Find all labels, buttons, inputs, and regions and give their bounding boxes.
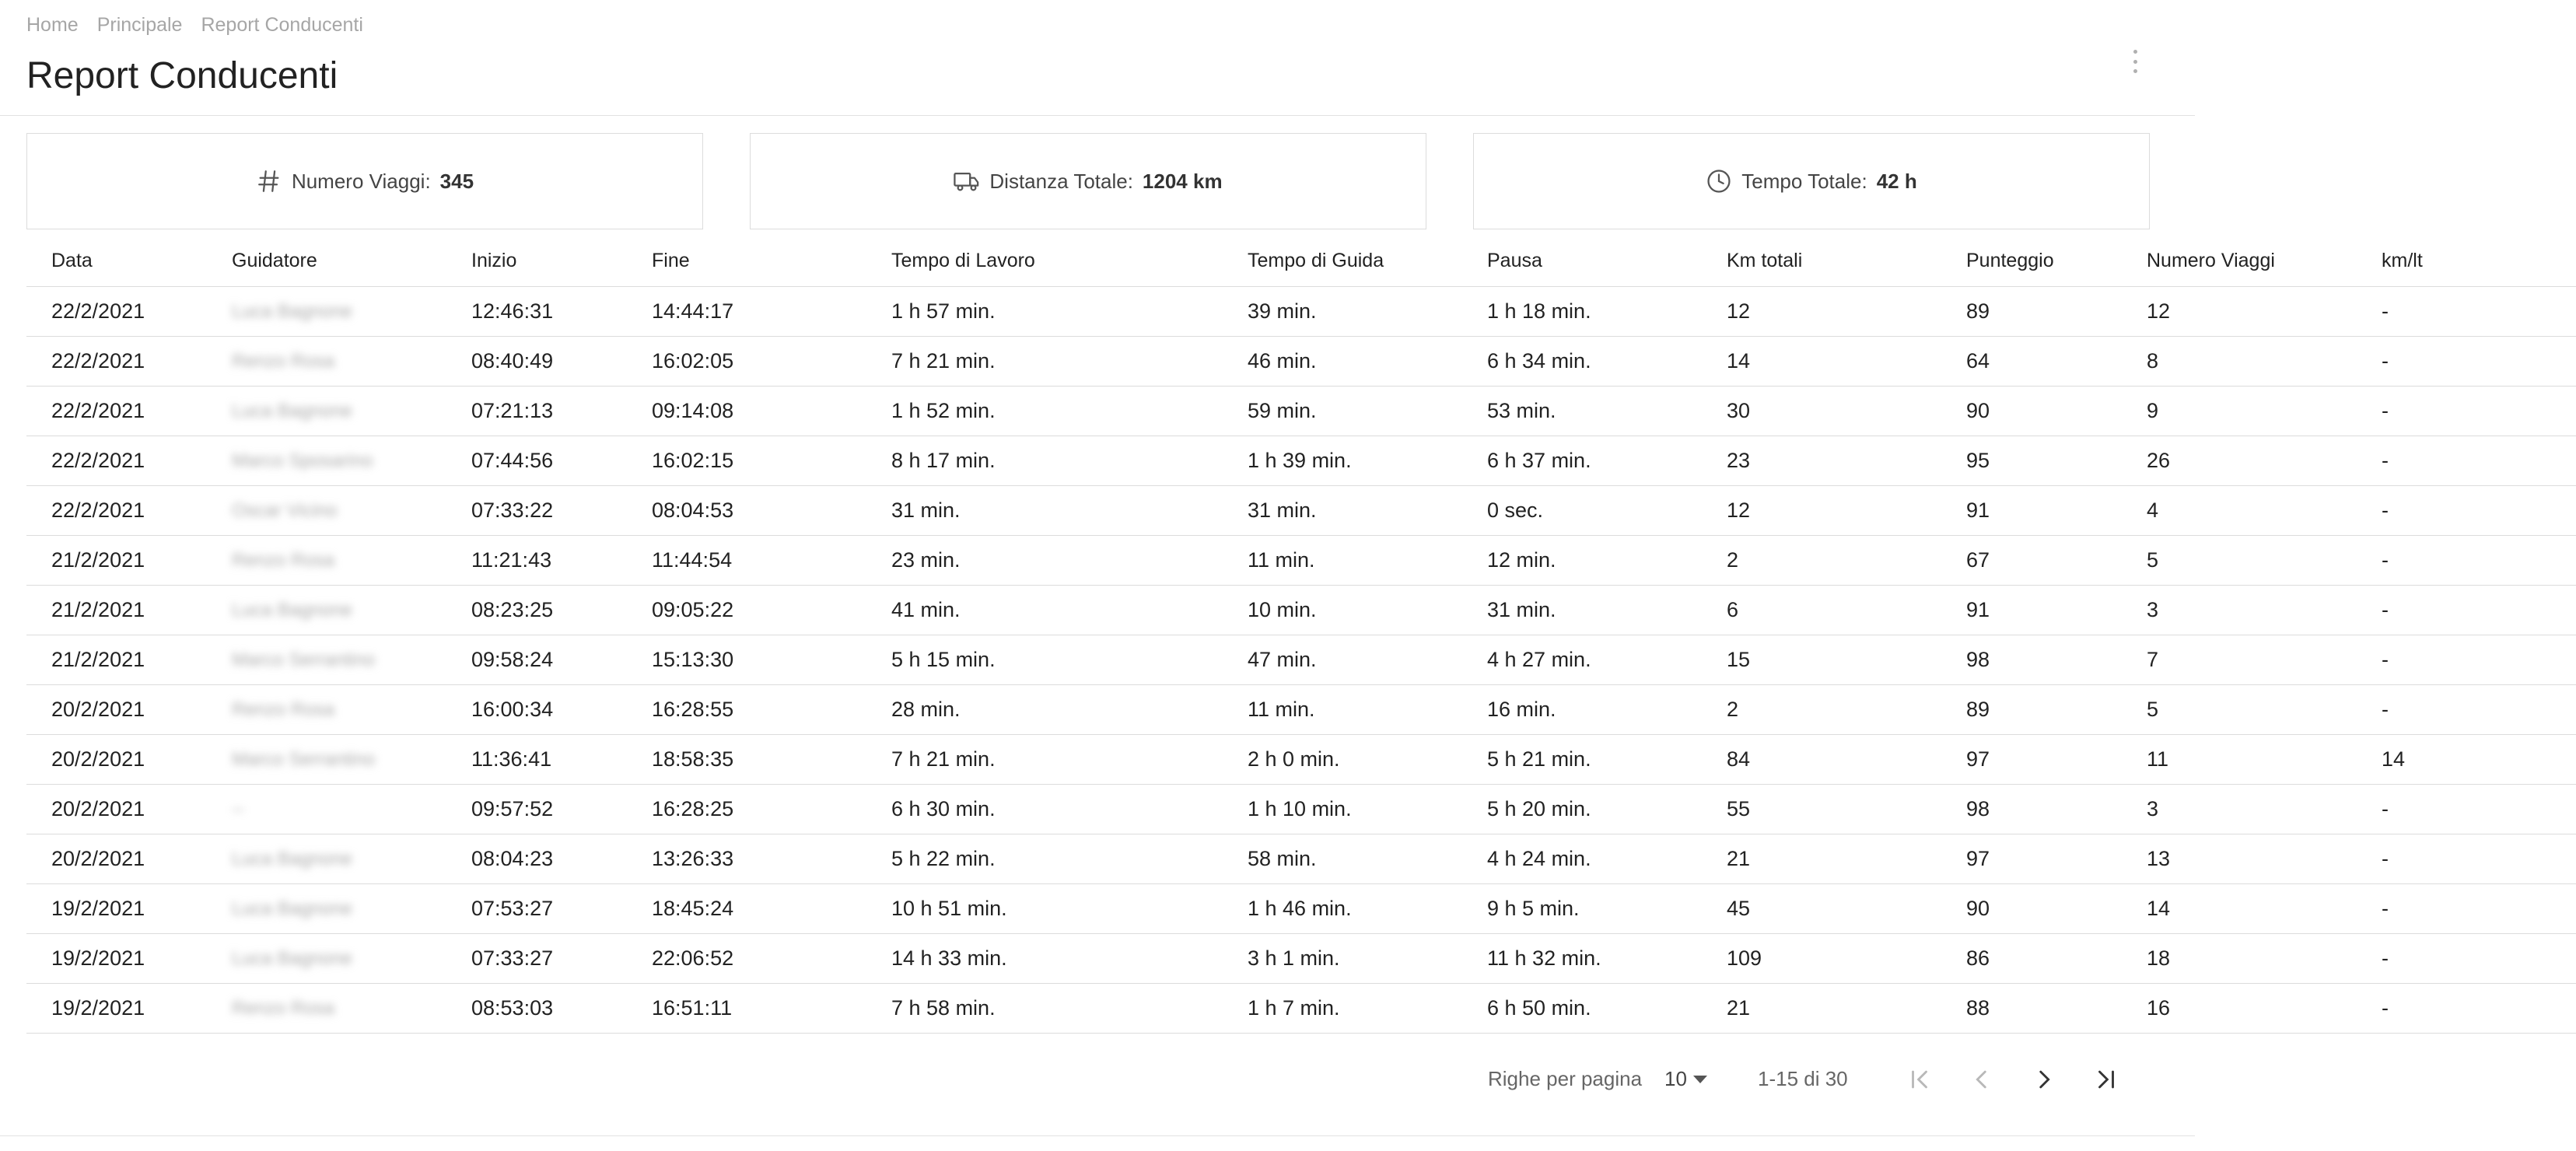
- col-drive-time-cell: 11 min.: [1223, 685, 1462, 735]
- col-date-cell: 22/2/2021: [26, 387, 207, 436]
- table-header-row: [26, 235, 2576, 287]
- col-driver-cell: Renzo Rosa: [207, 984, 446, 1034]
- col-pause-cell: 31 min.: [1462, 586, 1702, 635]
- col-pause-cell: 5 h 21 min.: [1462, 735, 1702, 785]
- col-date-cell: 22/2/2021: [26, 287, 207, 337]
- col-end-cell: 09:05:22: [627, 586, 866, 635]
- header-col-end: Fine: [627, 235, 866, 287]
- col-drive-time-cell: 1 h 39 min.: [1223, 436, 1462, 486]
- col-end-cell: 14:44:17: [627, 287, 866, 337]
- summary-cards: [26, 133, 2150, 229]
- col-end-cell: 16:28:55: [627, 685, 866, 735]
- time-value: 42 h: [1876, 169, 1917, 193]
- col-end-cell: 18:45:24: [627, 884, 866, 934]
- header-col-trips: Numero Viaggi: [2122, 235, 2357, 287]
- col-date-cell: 22/2/2021: [26, 436, 207, 486]
- col-driver-cell: Renzo Rosa: [207, 337, 446, 387]
- col-start-cell: 11:21:43: [446, 536, 627, 586]
- col-trips-cell: 5: [2122, 685, 2357, 735]
- col-driver-cell: Luca Bagnone: [207, 287, 446, 337]
- table-row[interactable]: [26, 884, 2576, 934]
- col-trips-cell: 9: [2122, 387, 2357, 436]
- col-start-cell: 09:57:52: [446, 785, 627, 834]
- col-work-time-cell: 10 h 51 min.: [866, 884, 1223, 934]
- rows-per-page-value: 10: [1664, 1067, 1687, 1090]
- col-km-lt-cell: -: [2357, 785, 2576, 834]
- col-driver-cell: Marco Sposarino: [207, 436, 446, 486]
- col-date-cell: 20/2/2021: [26, 735, 207, 785]
- col-trips-cell: 3: [2122, 586, 2357, 635]
- col-score-cell: 67: [1941, 536, 2122, 586]
- col-start-cell: 08:23:25: [446, 586, 627, 635]
- col-start-cell: 16:00:34: [446, 685, 627, 735]
- col-driver-cell: Luca Bagnone: [207, 934, 446, 984]
- col-work-time-cell: 6 h 30 min.: [866, 785, 1223, 834]
- col-end-cell: 16:02:15: [627, 436, 866, 486]
- col-date-cell: 19/2/2021: [26, 934, 207, 984]
- header-col-start: Inizio: [446, 235, 627, 287]
- col-date-cell: 21/2/2021: [26, 536, 207, 586]
- col-drive-time-cell: 31 min.: [1223, 486, 1462, 536]
- table-row[interactable]: [26, 834, 2576, 884]
- header-col-date: Data: [26, 235, 207, 287]
- col-trips-cell: 11: [2122, 735, 2357, 785]
- table-row[interactable]: [26, 934, 2576, 984]
- pagination: [0, 1058, 2195, 1100]
- col-start-cell: 07:53:27: [446, 884, 627, 934]
- bottom-divider: [0, 1135, 2195, 1136]
- rows-per-page-select[interactable]: [1664, 1067, 1707, 1091]
- col-work-time-cell: 1 h 52 min.: [866, 387, 1223, 436]
- col-score-cell: 89: [1941, 287, 2122, 337]
- col-km-lt-cell: 14: [2357, 735, 2576, 785]
- col-work-time-cell: 7 h 58 min.: [866, 984, 1223, 1034]
- col-drive-time-cell: 11 min.: [1223, 536, 1462, 586]
- header-col-drive-time: Tempo di Guida: [1223, 235, 1462, 287]
- col-date-cell: 21/2/2021: [26, 586, 207, 635]
- trips-value: 345: [439, 169, 474, 193]
- col-work-time-cell: 5 h 22 min.: [866, 834, 1223, 884]
- col-drive-time-cell: 47 min.: [1223, 635, 1462, 685]
- col-total-km-cell: 109: [1702, 934, 1941, 984]
- col-start-cell: 07:44:56: [446, 436, 627, 486]
- col-date-cell: 22/2/2021: [26, 486, 207, 536]
- col-total-km-cell: 55: [1702, 785, 1941, 834]
- col-km-lt-cell: -: [2357, 884, 2576, 934]
- col-trips-cell: 7: [2122, 635, 2357, 685]
- col-pause-cell: 6 h 37 min.: [1462, 436, 1702, 486]
- col-end-cell: 22:06:52: [627, 934, 866, 984]
- col-driver-cell: Renzo Rosa: [207, 536, 446, 586]
- col-total-km-cell: 45: [1702, 884, 1941, 934]
- col-score-cell: 64: [1941, 337, 2122, 387]
- col-trips-cell: 5: [2122, 536, 2357, 586]
- col-total-km-cell: 15: [1702, 635, 1941, 685]
- col-end-cell: 16:51:11: [627, 984, 866, 1034]
- col-work-time-cell: 5 h 15 min.: [866, 635, 1223, 685]
- last-page-icon[interactable]: [2091, 1064, 2122, 1095]
- col-work-time-cell: 7 h 21 min.: [866, 337, 1223, 387]
- col-pause-cell: 0 sec.: [1462, 486, 1702, 536]
- caret-down-icon: [1693, 1076, 1707, 1083]
- breadcrumb-principale[interactable]: Principale: [96, 14, 183, 36]
- col-start-cell: 12:46:31: [446, 287, 627, 337]
- col-end-cell: 11:44:54: [627, 536, 866, 586]
- col-score-cell: 88: [1941, 984, 2122, 1034]
- col-drive-time-cell: 39 min.: [1223, 287, 1462, 337]
- col-driver-cell: Oscar Vicino: [207, 486, 446, 536]
- col-work-time-cell: 41 min.: [866, 586, 1223, 635]
- col-km-lt-cell: -: [2357, 635, 2576, 685]
- first-page-icon[interactable]: [1904, 1064, 1935, 1095]
- drivers-report-table: [26, 235, 2576, 1034]
- col-work-time-cell: 7 h 21 min.: [866, 735, 1223, 785]
- col-drive-time-cell: 3 h 1 min.: [1223, 934, 1462, 984]
- more-options-icon[interactable]: [2130, 50, 2140, 73]
- col-km-lt-cell: -: [2357, 586, 2576, 635]
- breadcrumb-home[interactable]: Home: [26, 14, 79, 36]
- col-trips-cell: 12: [2122, 287, 2357, 337]
- col-driver-cell: Luca Bagnone: [207, 834, 446, 884]
- col-date-cell: 22/2/2021: [26, 337, 207, 387]
- col-date-cell: 19/2/2021: [26, 884, 207, 934]
- col-km-lt-cell: -: [2357, 834, 2576, 884]
- col-trips-cell: 3: [2122, 785, 2357, 834]
- table-row[interactable]: [26, 586, 2576, 635]
- col-total-km-cell: 23: [1702, 436, 1941, 486]
- col-total-km-cell: 12: [1702, 287, 1941, 337]
- col-pause-cell: 11 h 32 min.: [1462, 934, 1702, 984]
- col-end-cell: 09:14:08: [627, 387, 866, 436]
- col-score-cell: 97: [1941, 834, 2122, 884]
- col-trips-cell: 8: [2122, 337, 2357, 387]
- table-body: [26, 287, 2576, 1034]
- col-km-lt-cell: -: [2357, 685, 2576, 735]
- col-work-time-cell: 1 h 57 min.: [866, 287, 1223, 337]
- col-drive-time-cell: 2 h 0 min.: [1223, 735, 1462, 785]
- time-card: [1473, 133, 2150, 229]
- table-row[interactable]: [26, 536, 2576, 586]
- col-trips-cell: 13: [2122, 834, 2357, 884]
- col-km-lt-cell: -: [2357, 387, 2576, 436]
- col-date-cell: 20/2/2021: [26, 834, 207, 884]
- col-km-lt-cell: -: [2357, 934, 2576, 984]
- col-start-cell: 08:40:49: [446, 337, 627, 387]
- col-driver-cell: --: [207, 785, 446, 834]
- table-row[interactable]: [26, 337, 2576, 387]
- previous-page-icon[interactable]: [1966, 1064, 1997, 1095]
- header-col-km-lt: km/lt: [2357, 235, 2576, 287]
- col-km-lt-cell: -: [2357, 436, 2576, 486]
- col-pause-cell: 1 h 18 min.: [1462, 287, 1702, 337]
- col-date-cell: 21/2/2021: [26, 635, 207, 685]
- col-pause-cell: 6 h 34 min.: [1462, 337, 1702, 387]
- col-driver-cell: Marco Serrantino: [207, 735, 446, 785]
- col-work-time-cell: 31 min.: [866, 486, 1223, 536]
- col-km-lt-cell: -: [2357, 984, 2576, 1034]
- col-score-cell: 97: [1941, 735, 2122, 785]
- next-page-icon[interactable]: [2028, 1064, 2060, 1095]
- col-score-cell: 86: [1941, 934, 2122, 984]
- col-score-cell: 98: [1941, 785, 2122, 834]
- col-pause-cell: 4 h 24 min.: [1462, 834, 1702, 884]
- col-pause-cell: 4 h 27 min.: [1462, 635, 1702, 685]
- col-work-time-cell: 28 min.: [866, 685, 1223, 735]
- col-driver-cell: Luca Bagnone: [207, 884, 446, 934]
- col-score-cell: 90: [1941, 387, 2122, 436]
- col-end-cell: 18:58:35: [627, 735, 866, 785]
- col-drive-time-cell: 58 min.: [1223, 834, 1462, 884]
- col-start-cell: 08:04:23: [446, 834, 627, 884]
- col-drive-time-cell: 1 h 46 min.: [1223, 884, 1462, 934]
- page-title: Report Conducenti: [26, 55, 338, 96]
- col-end-cell: 08:04:53: [627, 486, 866, 536]
- header-divider: [0, 115, 2195, 116]
- col-score-cell: 90: [1941, 884, 2122, 934]
- col-trips-cell: 16: [2122, 984, 2357, 1034]
- truck-icon: [954, 168, 980, 194]
- col-total-km-cell: 2: [1702, 536, 1941, 586]
- col-score-cell: 98: [1941, 635, 2122, 685]
- distance-card: [750, 133, 1426, 229]
- col-total-km-cell: 14: [1702, 337, 1941, 387]
- col-start-cell: 07:33:22: [446, 486, 627, 536]
- header-col-driver: Guidatore: [207, 235, 446, 287]
- col-driver-cell: Luca Bagnone: [207, 387, 446, 436]
- col-total-km-cell: 12: [1702, 486, 1941, 536]
- col-driver-cell: Luca Bagnone: [207, 586, 446, 635]
- col-km-lt-cell: -: [2357, 486, 2576, 536]
- col-trips-cell: 4: [2122, 486, 2357, 536]
- col-date-cell: 19/2/2021: [26, 984, 207, 1034]
- col-score-cell: 95: [1941, 436, 2122, 486]
- rows-per-page-label: Righe per pagina: [1488, 1067, 1643, 1090]
- col-score-cell: 89: [1941, 685, 2122, 735]
- col-work-time-cell: 14 h 33 min.: [866, 934, 1223, 984]
- col-drive-time-cell: 10 min.: [1223, 586, 1462, 635]
- col-pause-cell: 9 h 5 min.: [1462, 884, 1702, 934]
- col-start-cell: 08:53:03: [446, 984, 627, 1034]
- table-row[interactable]: [26, 984, 2576, 1034]
- table-row[interactable]: [26, 287, 2576, 337]
- breadcrumb: [26, 14, 363, 37]
- col-date-cell: 20/2/2021: [26, 685, 207, 735]
- col-total-km-cell: 30: [1702, 387, 1941, 436]
- col-drive-time-cell: 1 h 7 min.: [1223, 984, 1462, 1034]
- col-start-cell: 09:58:24: [446, 635, 627, 685]
- col-driver-cell: Marco Serrantino: [207, 635, 446, 685]
- header-col-pause: Pausa: [1462, 235, 1702, 287]
- col-pause-cell: 6 h 50 min.: [1462, 984, 1702, 1034]
- col-trips-cell: 14: [2122, 884, 2357, 934]
- col-drive-time-cell: 1 h 10 min.: [1223, 785, 1462, 834]
- table-row[interactable]: [26, 387, 2576, 436]
- table-row[interactable]: [26, 735, 2576, 785]
- col-total-km-cell: 84: [1702, 735, 1941, 785]
- table-row[interactable]: [26, 685, 2576, 735]
- table-row[interactable]: [26, 635, 2576, 685]
- col-score-cell: 91: [1941, 486, 2122, 536]
- breadcrumb-current: Report Conducenti: [201, 14, 363, 36]
- header-col-work-time: Tempo di Lavoro: [866, 235, 1223, 287]
- col-end-cell: 15:13:30: [627, 635, 866, 685]
- col-score-cell: 91: [1941, 586, 2122, 635]
- col-pause-cell: 53 min.: [1462, 387, 1702, 436]
- trips-card: [26, 133, 703, 229]
- table-row[interactable]: [26, 486, 2576, 536]
- table-row[interactable]: [26, 785, 2576, 834]
- col-trips-cell: 26: [2122, 436, 2357, 486]
- col-end-cell: 16:28:25: [627, 785, 866, 834]
- col-work-time-cell: 8 h 17 min.: [866, 436, 1223, 486]
- col-km-lt-cell: -: [2357, 287, 2576, 337]
- col-km-lt-cell: -: [2357, 536, 2576, 586]
- col-start-cell: 07:33:27: [446, 934, 627, 984]
- col-total-km-cell: 6: [1702, 586, 1941, 635]
- col-date-cell: 20/2/2021: [26, 785, 207, 834]
- col-driver-cell: Renzo Rosa: [207, 685, 446, 735]
- hash-icon: [256, 168, 282, 194]
- clock-icon: [1706, 168, 1732, 194]
- distance-label: Distanza Totale:: [989, 169, 1133, 193]
- header-col-score: Punteggio: [1941, 235, 2122, 287]
- col-total-km-cell: 21: [1702, 984, 1941, 1034]
- distance-value: 1204 km: [1142, 169, 1223, 193]
- col-end-cell: 16:02:05: [627, 337, 866, 387]
- col-total-km-cell: 21: [1702, 834, 1941, 884]
- page-range: 1-15 di 30: [1758, 1067, 1848, 1090]
- trips-label: Numero Viaggi:: [291, 169, 431, 193]
- col-pause-cell: 5 h 20 min.: [1462, 785, 1702, 834]
- col-pause-cell: 12 min.: [1462, 536, 1702, 586]
- col-start-cell: 07:21:13: [446, 387, 627, 436]
- col-start-cell: 11:36:41: [446, 735, 627, 785]
- col-total-km-cell: 2: [1702, 685, 1941, 735]
- col-end-cell: 13:26:33: [627, 834, 866, 884]
- header-col-total-km: Km totali: [1702, 235, 1941, 287]
- time-label: Tempo Totale:: [1741, 169, 1867, 193]
- col-work-time-cell: 23 min.: [866, 536, 1223, 586]
- col-drive-time-cell: 59 min.: [1223, 387, 1462, 436]
- col-pause-cell: 16 min.: [1462, 685, 1702, 735]
- col-km-lt-cell: -: [2357, 337, 2576, 387]
- col-drive-time-cell: 46 min.: [1223, 337, 1462, 387]
- table-row[interactable]: [26, 436, 2576, 486]
- col-trips-cell: 18: [2122, 934, 2357, 984]
